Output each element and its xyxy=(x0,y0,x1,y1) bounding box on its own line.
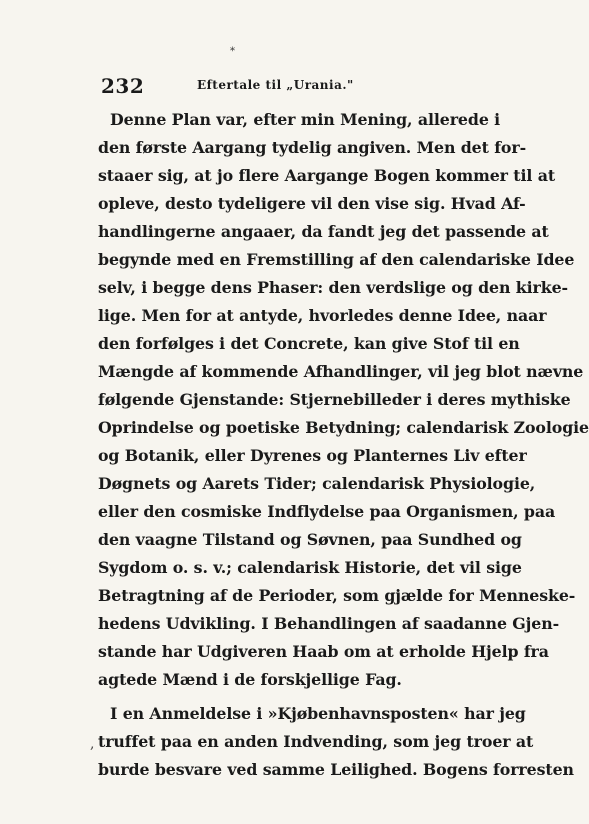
text-line: staaer sig, at jo flere Aargange Bogen kommer til at xyxy=(98,166,556,185)
text-line: følgende Gjenstande: Stjernebilleder i deres mythiske xyxy=(98,390,571,409)
text-line: den vaagne Tilstand og Søvnen, paa Sundhed og xyxy=(98,530,522,549)
text-line: truffet paa en anden Indvending, som jeg troer at xyxy=(98,732,534,751)
text-line: agtede Mænd i de forskjellige Fag. xyxy=(98,670,402,689)
text-line: Sygdom o. s. v.; calendarisk Historie, det vil sige xyxy=(98,558,522,577)
text-line: selv, i begge dens Phaser: den verdslige og den kirke- xyxy=(98,278,568,297)
text-line: I en Anmeldelse i »Kjøbenhavnsposten« har jeg xyxy=(110,704,526,723)
running-head: Eftertale til „Urania." xyxy=(197,78,354,92)
text-line: Døgnets og Aarets Tider; calendarisk Physiologie, xyxy=(98,474,536,493)
page-number: 232 xyxy=(101,74,145,98)
text-line: Oprindelse og poetiske Betydning; calendarisk Zoologie xyxy=(98,418,589,437)
stray-mark: , xyxy=(90,736,95,752)
text-line: den forfølges i det Concrete, kan give Stof til en xyxy=(98,334,520,353)
text-line: Mængde af kommende Afhandlinger, vil jeg blot nævne xyxy=(98,362,584,381)
text-line: hedens Udvikling. I Behandlingen af saadanne Gjen- xyxy=(98,614,560,633)
page-header xyxy=(101,74,431,98)
text-line: handlingerne angaaer, da fandt jeg det passende at xyxy=(98,222,549,241)
page-body xyxy=(98,106,589,784)
text-line: Denne Plan var, efter min Mening, allerede i xyxy=(110,110,501,129)
paragraph-2 xyxy=(98,700,574,784)
text-line: stande har Udgiveren Haab om at erholde Hjelp fra xyxy=(98,642,549,661)
text-line: lige. Men for at antyde, hvorledes denne Idee, naar xyxy=(98,306,547,325)
paragraph-1 xyxy=(98,106,589,694)
text-line: Betragtning af de Perioder, som gjælde for Menneske- xyxy=(98,586,576,605)
text-line: eller den cosmiske Indflydelse paa Organismen, paa xyxy=(98,502,556,521)
text-line: opleve, desto tydeligere vil den vise sig. Hvad Af- xyxy=(98,194,526,213)
text-line: begynde med en Fremstilling af den calendariske Idee xyxy=(98,250,575,269)
text-line: den første Aargang tydelig angiven. Men det for- xyxy=(98,138,527,157)
text-line: og Botanik, eller Dyrenes og Planternes Liv efter xyxy=(98,446,527,465)
top-mark: * xyxy=(230,46,235,57)
text-line: burde besvare ved samme Leilighed. Bogens forresten xyxy=(98,760,574,779)
